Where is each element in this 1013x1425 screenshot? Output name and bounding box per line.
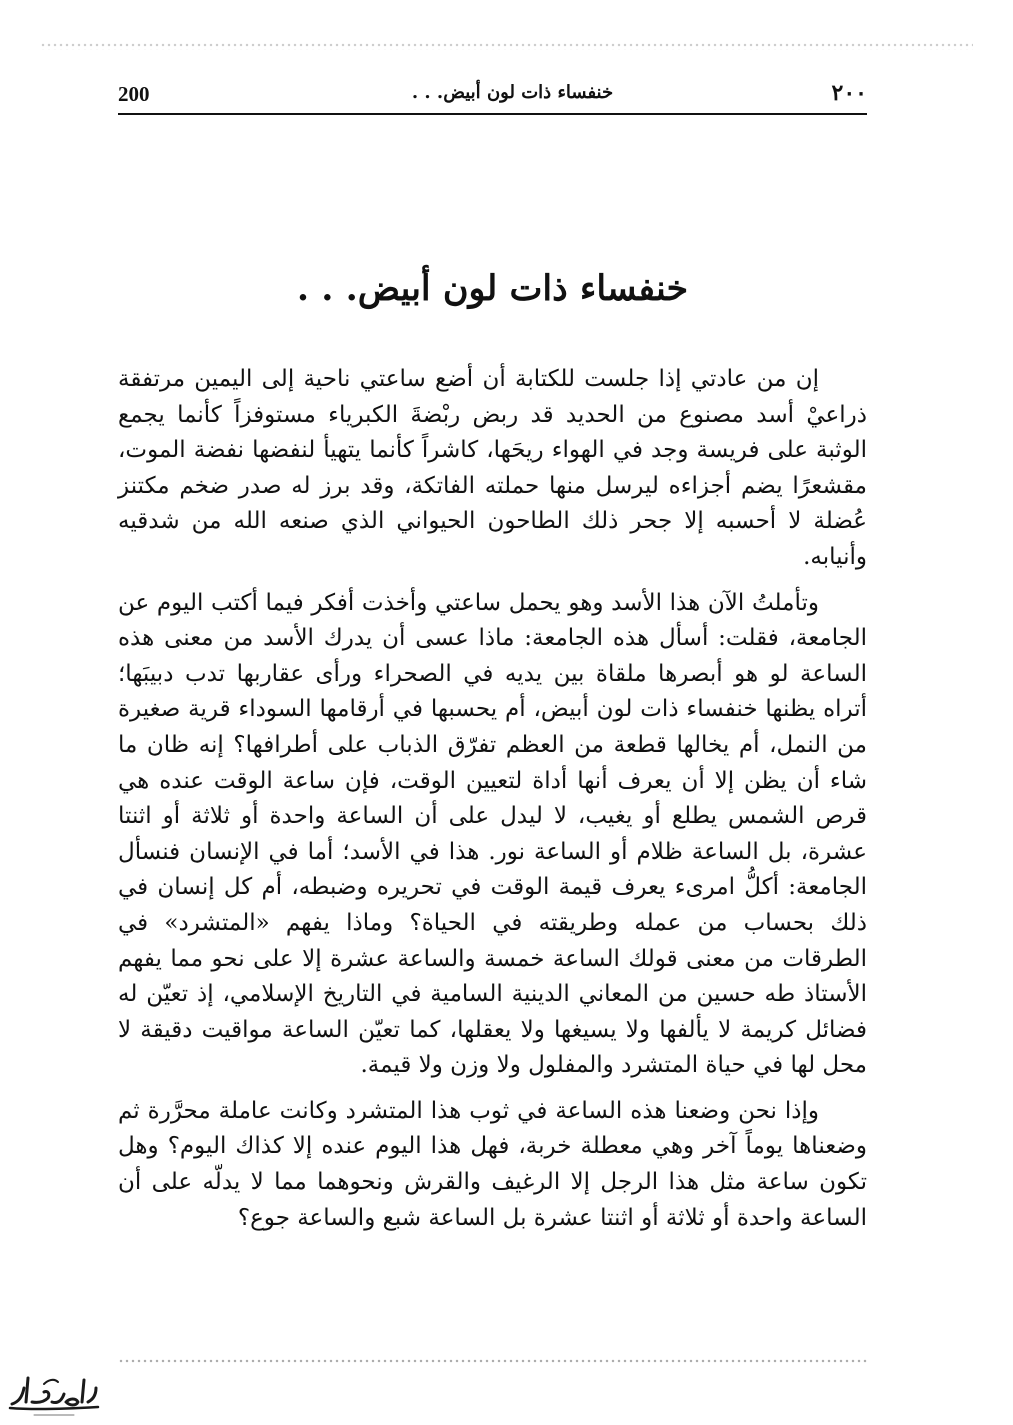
paragraph-2: وتأملتُ الآن هذا الأسد وهو يحمل ساعتي وأخذت أفكر فيما أكتب اليوم عن الجامعة، فقلت: أسأل هذه الجامعة: ماذا عسى أن يدرك الأسد من معنى هذه الساعة لو هو أبصرها ملقاة بين يديه في الصحراء ورأى عقاربها تدب دبيبَها؛ أتراه يظنها خنفساء ذات لون أبيض، أم يحسبها في أرقامها السوداء قرية صغيرة من النمل، أم يخالها قطعة من العظم تفرّق الذباب على أطرافها؟ إنه ظان ما شاء أن يظن إلا أن يعرف أنها أداة لتعيين الوقت، فإن ساعة الوقت عنده هي قرص الشمس يطلع أو يغيب، لا ليدل على أن الساعة واحدة أو ثلاثة أو اثنتا عشرة، بل الساعة ظلام أو الساعة نور. هذا في الأسد؛ أما في الإنسان فنسأل الجامعة: أكلُّ امرىء يعرف قيمة الوقت في تحريره وضبطه، أم كل إنسان في ذلك بحساب من عمله وطريقته في الحياة؟ وماذا يفهم «المتشرد» في الطرقات من معنى قولك الساعة خمسة والساعة عشرة إلا على نحو مما يفهم الأستاذ طه حسين من المعاني الدينية السامية في التاريخ الإسلامي، إذ تعيّن له فضائل كريمة لا يألفها ولا يسيغها ولا يعقلها، كما تعيّن الساعة مواقيت دقيقة لا محل لها في حياة المتشرد والمفلول ولا وزن ولا قيمة. bbox=[118, 589, 867, 1079]
paragraph-1: إن من عادتي إذا جلست للكتابة أن أضع ساعتي ناحية إلى اليمين مرتفقة ذراعيْ أسد مصنوع من الحديد قد ربض ربْضةَ الكبرياء مستوفزاً كأنما يجمع الوثبة على فريسة وجد في الهواء ريحَها، كاشراً كأنما يتهيأ لنفضها نفضة الموت، مقشعرًا يضم أجزاءه ليرسل منها حملته الفاتكة، وقد برز له صدر ضخم مكتنز عُضلة لا أحسبه إلا جحر ذلك الطاحون الحيواني الذي صنعه الله من شدقيه وأنيابه. bbox=[118, 366, 867, 570]
paragraph-3: وإذا نحن وضعنا هذه الساعة في ثوب هذا المتشرد وكانت عاملة محرَّرة ثم وضعناها يوماً آخر وهي معطلة خربة، فهل هذا اليوم عنده إلا كذاك اليوم؟ وهل تكون ساعة مثل هذا الرجل إلا الرغيف والقرش ونحوهما مما لا يدلّه على أن الساعة واحدة أو ثلاثة أو اثنتا عشرة بل الساعة شبع والساعة جوع؟ bbox=[118, 1097, 867, 1231]
running-title: خنفساء ذات لون أبيض. . . bbox=[411, 82, 614, 103]
page-number-arabic: ٢٠٠ bbox=[831, 80, 867, 106]
page-number-latin: 200 bbox=[118, 82, 150, 106]
header-rule bbox=[118, 113, 867, 115]
footer-dots bbox=[118, 1358, 867, 1365]
chapter-title: خنفساء ذات لون أبيض. . . bbox=[296, 268, 689, 309]
scan-edge-dots bbox=[40, 42, 973, 50]
watermark-stamp bbox=[4, 1362, 104, 1420]
body-text bbox=[118, 362, 867, 1246]
